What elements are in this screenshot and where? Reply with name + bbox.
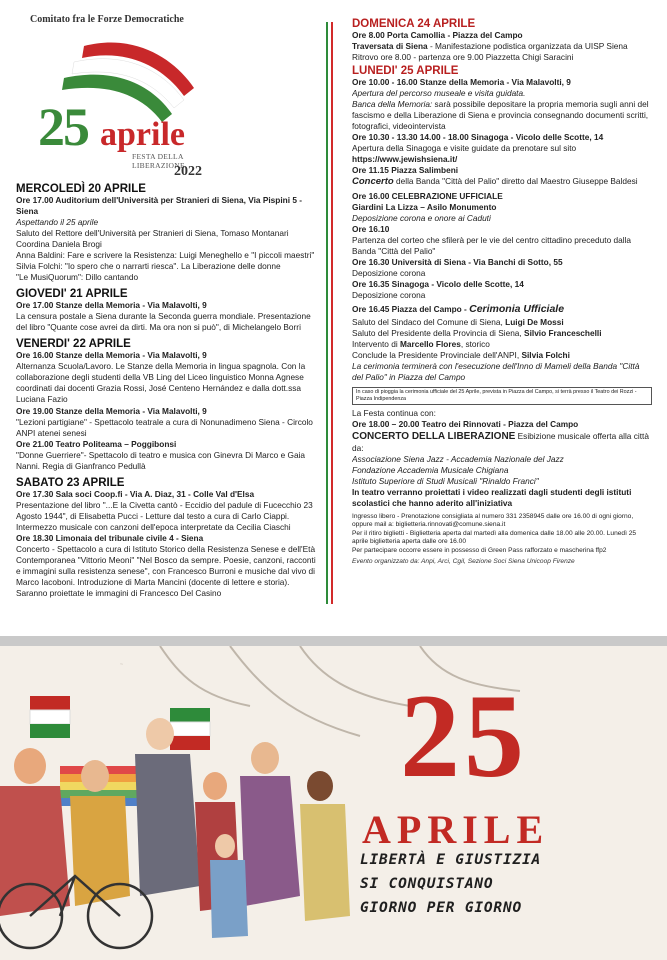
person-name: Luigi De Mossi — [505, 317, 564, 328]
event-line: Associazione Siena Jazz - Accademia Nazionale del Jazz — [352, 454, 564, 465]
event-line: sarà possibile depositare la propria memoria sugli anni del fascismo e della Liberazione di Siena e provincia consegnando documenti scritti, fotografici, videointervista — [352, 99, 649, 132]
divider-green — [326, 22, 328, 604]
rain-notice: In caso di pioggia la cerimonia ufficiale del 25 Aprile, prevista in Piazza del Campo, si terrà presso il Teatro dei Rozzi - Piazza Indipendenza — [352, 387, 652, 405]
poster-slogan: SI CONQUISTANO — [360, 876, 494, 892]
organizers: Evento organizzato da: Anpi, Arci, Cgil, Sezione Soci Siena Unicoop Firenze — [352, 558, 575, 566]
event-time: Ore 8.00 Porta Camollia - Piazza del Campo — [352, 30, 523, 40]
events-left — [16, 178, 319, 599]
event-line: Intervento di — [352, 339, 400, 350]
event-title: Traversata di Siena — [352, 41, 428, 52]
event-time: Ore 21.00 Teatro Politeama – Poggibonsi — [16, 438, 177, 449]
event-line: Anna Baldini: Fare e scrivere la Resistenza: Luigi Meneghello e "I piccoli maestri" — [16, 250, 315, 261]
event-line: Apertura della Sinagoga e visite guidate da prenotare sul sito — [352, 143, 577, 154]
person-name: Silvia Folchi — [521, 350, 570, 361]
logo-word: aprile — [100, 116, 185, 153]
event-title: Banca della Memoria: — [352, 99, 433, 110]
event-line: Fondazione Accademia Musicale Chigiana — [352, 465, 509, 476]
right-column — [352, 18, 652, 638]
event-time: Ore 16.35 Sinagoga - Vicolo delle Scotte, 14 — [352, 279, 524, 290]
day-heading: LUNEDI' 25 APRILE — [352, 65, 459, 78]
event-line: "Le MusiQuorum": Dillo cantando — [16, 272, 139, 283]
event-line: "Lezioni partigiane" - Spettacolo teatrale a cura di Nonunadimeno Siena - Circolo ANPI atenei senesi — [16, 416, 313, 438]
day-heading: VENERDI' 22 APRILE — [16, 338, 131, 351]
person-name: Silvio Franceschelli — [524, 328, 602, 339]
day-heading: SABATO 23 APRILE — [16, 476, 125, 489]
day-heading: MERCOLEDÌ 20 APRILE — [16, 183, 146, 195]
event-line: Deposizione corona e onore ai Caduti — [352, 213, 491, 224]
event-line: Istituto Superiore di Studi Musicali "Rinaldo Franci" — [352, 476, 539, 487]
poster-date-number: 25 — [400, 669, 528, 802]
logo-subtitle: FESTA DELLA LIBERAZIONE — [132, 152, 185, 170]
logo-year: 2022 — [174, 164, 202, 179]
event-line: Coordina Daniela Brogi — [16, 239, 102, 250]
logo-number: 25 — [38, 97, 88, 157]
event-line: , storico — [460, 339, 490, 350]
event-time: Ore 17.00 Auditorium dell'Università per Stranieri di Siena, Via Pispini 5 - Siena — [16, 195, 303, 217]
person-name: Marcello Flores — [399, 339, 461, 350]
event-time: Ore 16.10 — [352, 224, 390, 235]
event-line: Presentazione del libro "...E la Civetta cantò - Eccidio del padule di Fucecchio 23 Agosto 1944", di Elisabetta Pucci - Letture dal testo a cura di Carlo Ciappi. Intermezzo musicale con canzoni dell'epoca interpretate da Cecilia Ciaschi — [16, 499, 313, 532]
event-time: Ore 10.30 - 13.30 14.00 - 18.00 Sinagoga - Vicolo delle Scotte, 14 — [352, 132, 604, 143]
event-time: Ore 18.00 – 20.00 Teatro dei Rinnovati - Piazza del Campo — [352, 418, 579, 429]
event-time: Ore 18.30 Limonaia del tribunale civile 4 - Siena — [16, 532, 204, 543]
event-line: Esibizione musicale offerta alla città da: — [352, 431, 649, 454]
event-time: Ore 10.00 - 16.00 Stanze della Memoria - Via Malavolti, 9 — [352, 77, 571, 88]
event-time: Ore 17.30 Sala soci Coop.fi - Via A. Diaz, 31 - Colle Val d'Elsa — [16, 488, 255, 499]
concert-title: CONCERTO DELLA LIBERAZIONE — [352, 431, 516, 443]
ticket-info: Per partecipare occorre essere in possesso di Green Pass rafforzato e mascherina ffp2 — [352, 546, 607, 554]
event-line: La censura postale a Siena durante la Seconda guerra mondiale. Presentazione del libro "Quante cose avrei da dirti. Ma ora non si può", di Michelangelo Borri — [16, 311, 311, 333]
event-line: della Banda "Città del Palio" diretto dal Maestro Giuseppe Baldesi — [393, 176, 638, 187]
event-line: Concerto - Spettacolo a cura di Istituto Storico della Resistenza Senese e dell'Età Contemporanea "Vittorio Meoni" "Nel Bosco da sempre. Poesie, canzoni, racconti e immagini sulla resistenza senese", con Francesco Burroni e musiche dal vivo di Marco Iacoboni. Introduzione di Marta Mancini (docente di lettere e storia). Saranno proiettate le immagini di Francesco Del Casino — [16, 543, 316, 598]
event-title: Cerimonia Ufficiale — [469, 303, 565, 316]
event-line: Deposizione corona — [352, 290, 426, 301]
event-line: Conclude la Presidente Provinciale dell'ANPI, — [352, 350, 522, 361]
day-heading: DOMENICA 24 APRILE — [352, 18, 476, 30]
event-line: Saluto del Rettore dell'Università per Stranieri di Siena, Tomaso Montanari — [16, 228, 289, 239]
event-line: "Donne Guerriere"- Spettacolo di teatro e musica con Ginevra Di Marco e Gaia Nanni. Regia di Gianfranco Pedullà — [16, 449, 306, 471]
event-line: Apertura del percorso museale e visita guidata. — [352, 88, 526, 99]
left-column — [14, 14, 319, 634]
poster-slogan: GIORNO PER GIORNO — [360, 900, 523, 916]
ticket-info: Ingresso libero - Prenotazione consigliata al numero 331 2358945 dalle ore 16.00 di ogni giorno, oppure mail a: biglietteria.rinnovati@comune.siena.it — [352, 512, 634, 529]
event-line: Deposizione corona — [352, 268, 426, 279]
event-line: Ritrovo ore 8.00 - partenza ore 9.00 Piazzetta Chigi Saracini — [352, 52, 574, 63]
event-line: In teatro verranno proiettati i video realizzati dagli studenti degli istituti scolastici che hanno aderito all'iniziativa — [352, 487, 632, 509]
event-line: Partenza del corteo che sfilerà per le vie del centro cittadino preceduto dalla Banda "Città del Palio" — [352, 235, 632, 257]
event-line: Saluto del Sindaco del Comune di Siena, — [352, 317, 506, 328]
event-time: Ore 19.00 Stanze della Memoria - Via Malavolti, 9 — [16, 405, 207, 416]
poster-month: APRILE — [362, 807, 550, 852]
event-time: Ore 16.00 Stanze della Memoria - Via Malavolti, 9 — [16, 350, 207, 361]
svg-text:~: ~ — [120, 662, 124, 668]
event-line: La cerimonia terminerà con l'esecuzione dell'Inno di Mameli della Banda "Città del Palio" in Piazza del Campo — [352, 361, 640, 383]
event-title: Concerto — [352, 176, 394, 188]
event-line: Silvia Folchi: "Io spero che o narrarti riesca". La Liberazione delle donne — [16, 261, 281, 272]
event-line: Aspettando il 25 aprile — [16, 217, 99, 228]
website-link[interactable]: https://www.jewishsiena.it/ — [352, 154, 458, 165]
poster-slogan: LIBERTÀ E GIUSTIZIA — [360, 852, 542, 868]
divider-red — [331, 22, 333, 604]
event-line: La Festa continua con: — [352, 407, 436, 418]
event-line: Alternanza Scuola/Lavoro. Le Stanze della Memoria in lingua spagnola. Con la collaborazione degli studenti della VB Ling del Liceo linguistico Monna Agnese coordinati dai docenti Grazia Rossi, José Centeno Hernández e dalla dott.ssa Luciana Fazio — [16, 361, 306, 405]
event-line: Saluto del Presidente della Provincia di Siena, — [352, 328, 525, 339]
event-time: Ore 17.00 Stanze della Memoria - Via Malavolti, 9 — [16, 300, 207, 311]
event-time: Ore 16.30 Università di Siena - Via Banchi di Sotto, 55 — [352, 257, 563, 268]
day-heading: GIOVEDI' 21 APRILE — [16, 288, 128, 301]
event-logo — [34, 28, 234, 178]
committee-name: Comitato fra le Forze Democratiche — [30, 14, 184, 25]
event-time: Ore 16.00 CELEBRAZIONE UFFICIALE — [352, 191, 503, 201]
event-place: Giardini La Lizza – Asilo Monumento — [352, 202, 497, 213]
event-line: - Manifestazione podistica organizzata da UISP Siena — [427, 41, 628, 52]
poster-illustration — [0, 646, 667, 960]
poster-divider — [0, 636, 667, 646]
event-time: Ore 11.15 Piazza Salimbeni — [352, 165, 459, 176]
ticket-info: Per il ritiro biglietti - Biglietteria aperta dal martedì alla domenica dalle 18.00 alle 20.00. Lunedì 25 aprile biglietteria aperta dalle ore 16.00 — [352, 529, 637, 546]
event-time: Ore 16.45 Piazza del Campo - — [352, 304, 470, 315]
